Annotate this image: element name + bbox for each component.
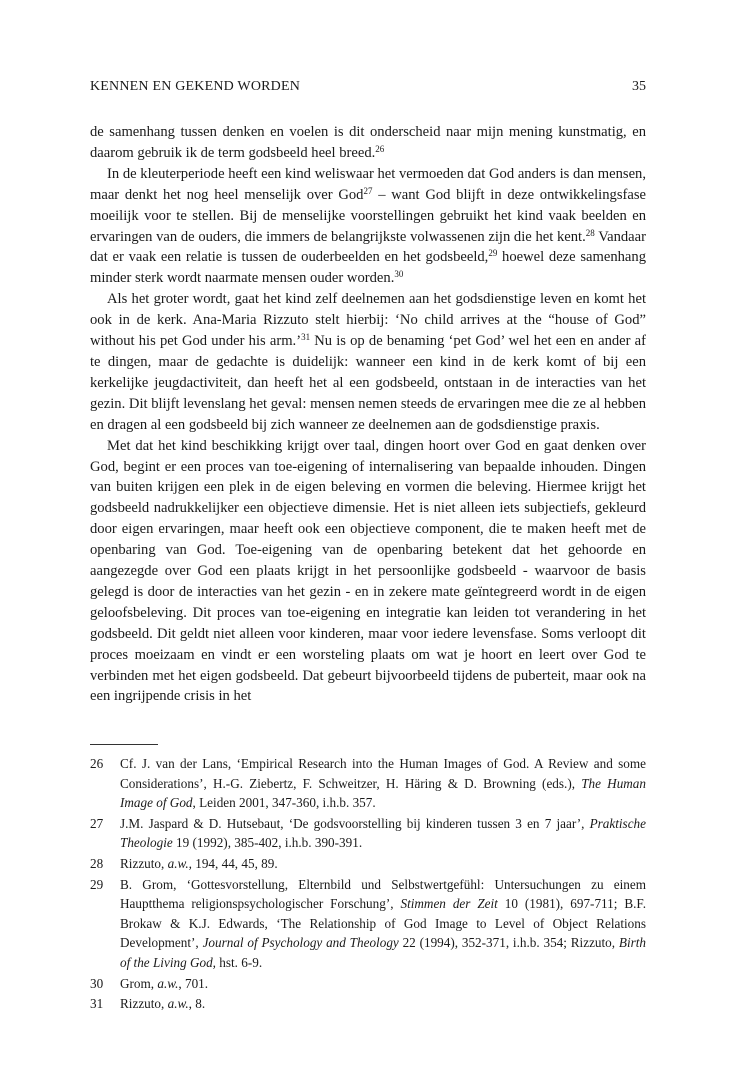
text-run: hst. 6-9. (215, 954, 263, 970)
italic-title: a.w. (167, 996, 189, 1012)
text-run: 194, 44, 45, 89. (191, 855, 278, 871)
text-run: , 701. (178, 975, 209, 991)
footnote-number: 31 (90, 996, 104, 1012)
running-head: KENNEN EN GEKEND WORDEN (90, 79, 301, 94)
text-run: Rizzuto, (120, 996, 168, 1012)
footnote (90, 814, 646, 853)
italic-title: a.w. (157, 975, 179, 991)
footnotes (90, 754, 646, 1015)
text-run: Cf. J. van der Lans, ‘Empirical Research into the Human Images of God. A Review and some Considerations’, H.-G. Ziebertz, F. Schweitzer, H. Häring & D. Browning (eds.), (120, 756, 646, 791)
footnote-number: 30 (90, 975, 104, 991)
footnote (90, 974, 646, 994)
footnote-reference: 26 (375, 143, 385, 154)
text-run: Als het groter wordt, gaat het kind zelf deelnemen aan het godsdienstige leven en komt het ook in de kerk. Ana-Maria Rizzuto stelt hierbij: ‘No child arrives at the “house of God” without his pet God under his arm.’ (90, 291, 646, 350)
text-run: 22 (1994), 352-371, i.h.b. 354; Rizzuto, (398, 935, 619, 951)
footnote-number: 28 (90, 855, 104, 871)
text-run: B. Grom, ‘Gottesvorstellung, Elternbild und Selbstwertgefühl: Untersuchungen zu einem Hauptthema religionspsychologischer Forschung’, (120, 876, 646, 912)
text-run: , 8. (188, 996, 206, 1012)
text-run: J.M. Jaspard & D. Hutsebaut, ‘De godsvoorstelling bij kinderen tussen 3 en 7 jaar’, (120, 815, 590, 831)
text-run: 10 (1981), 697-711; B.F. Brokaw & K.J. Edwards, ‘The Relationship of God Image to Level of Object Relations Development’, (120, 896, 647, 951)
italic-title: The Human Image of God (120, 775, 646, 811)
footnote-reference: 28 (585, 227, 595, 238)
text-run: , Leiden 2001, 347-360, i.h.b. 357. (192, 795, 376, 811)
footnote-number: 27 (90, 815, 104, 831)
footnote-reference: 29 (488, 248, 498, 259)
footnote (90, 994, 646, 1014)
italic-title: Journal of Psychology and Theology (202, 935, 399, 951)
paragraph (90, 122, 646, 164)
text-run: 19 (1992), 385-402, i.h.b. 390-391. (172, 835, 363, 851)
footnote-reference: 30 (394, 269, 404, 280)
italic-title: Stimmen der Zeit (400, 896, 498, 912)
text-run: – want God blijft in deze ontwikkelingsfase moeilijk voor te stellen. Bij de menselijke voorstellingen gebruikt het kind vaak beelden en ervaringen van de ouders, die immers de belangrijkste volwassenen zijn die het kent. (90, 186, 646, 245)
page-header (90, 79, 646, 99)
text-run: hoewel deze samenhang minder sterk wordt naarmate mensen ouder worden. (90, 249, 646, 287)
footnote-number: 26 (90, 756, 104, 771)
page-number: 35 (632, 79, 646, 94)
footnote (90, 754, 646, 813)
body-text (90, 122, 646, 707)
text-run: de samenhang tussen denken en voelen is dit onderscheid naar mijn mening kunstmatig, en daarom gebruik ik de term godsbeeld heel breed. (90, 124, 646, 161)
italic-title: a.w., (167, 855, 192, 871)
footnote-separator (90, 744, 158, 745)
footnote-reference: 31 (301, 332, 311, 343)
paragraph (90, 289, 646, 435)
text-run: Grom, (120, 975, 158, 991)
italic-title: Birth of the Living God, (120, 935, 646, 970)
text-run: Rizzuto, (120, 855, 168, 871)
footnote (90, 875, 646, 973)
footnote-number: 29 (90, 876, 104, 892)
text-run: Nu is op de benaming ‘pet God’ wel het een en ander af te dingen, maar de gedachte is duidelijk: wanneer een kind in de kerk komt of bij een kerkelijke jeugdactiviteit, dan heeft het al een godsbeeld, ontstaan in de interacties van het gezin. Dit blijft levenslang het geval: mensen nemen steeds de ervaringen mee die ze al hebben en dragen al een godsbeeld bij zich wanneer ze deelnemen aan de godsdienstige praxis. (90, 333, 647, 433)
italic-title: Praktische Theologie (120, 815, 646, 851)
footnote-reference: 27 (363, 185, 373, 196)
text-run: Vandaar dat er vaak een relatie is tussen de ouderbeelden en het godsbeeld, (90, 228, 647, 266)
footnote (90, 854, 646, 874)
text-run: Met dat het kind beschikking krijgt over taal, dingen hoort over God en gaat denken over God, begint er een proces van toe-eigening of internalisering van bepaalde inhouden. Dingen van buiten krijgen een plek in de eigen beleving en vormen die beleving. Hiermee krijgt het godsbeeld nadrukkelijker een objectieve dimensie. Het is niet alleen iets subjectiefs, gekleurd door eigen ervaringen, maar heeft ook een objectieve component, die te maken heeft met de openbaring van God. Toe-eigening van de openbaring betekent dat het gehoorde en aangezegde over God een plaats krijgt in het persoonlijke godsbeeld - waarvoor de basis gelegd is door de interacties van het gezin - en in zekere mate geïntegreerd wordt in de eigen geloofsbeleving. Dit proces van toe-eigening en integratie kan leiden tot verandering in het godsbeeld. Dit geldt niet alleen voor kinderen, maar voor iedere levensfase. Soms verloopt dit proces moeizaam en vindt er een worsteling plaats om wat je hoort en leert over God te verbinden met het eigen godsbeeld. Dat gebeurt bijvoorbeeld tijdens de puberteit, maar ook na een ingrijpende crisis in het (90, 437, 646, 705)
paragraph (90, 164, 646, 289)
paragraph (90, 436, 646, 708)
text-run: In de kleuterperiode heeft een kind weliswaar het vermoeden dat God anders is dan mensen, maar denkt het nog heel menselijk over God (90, 165, 646, 203)
